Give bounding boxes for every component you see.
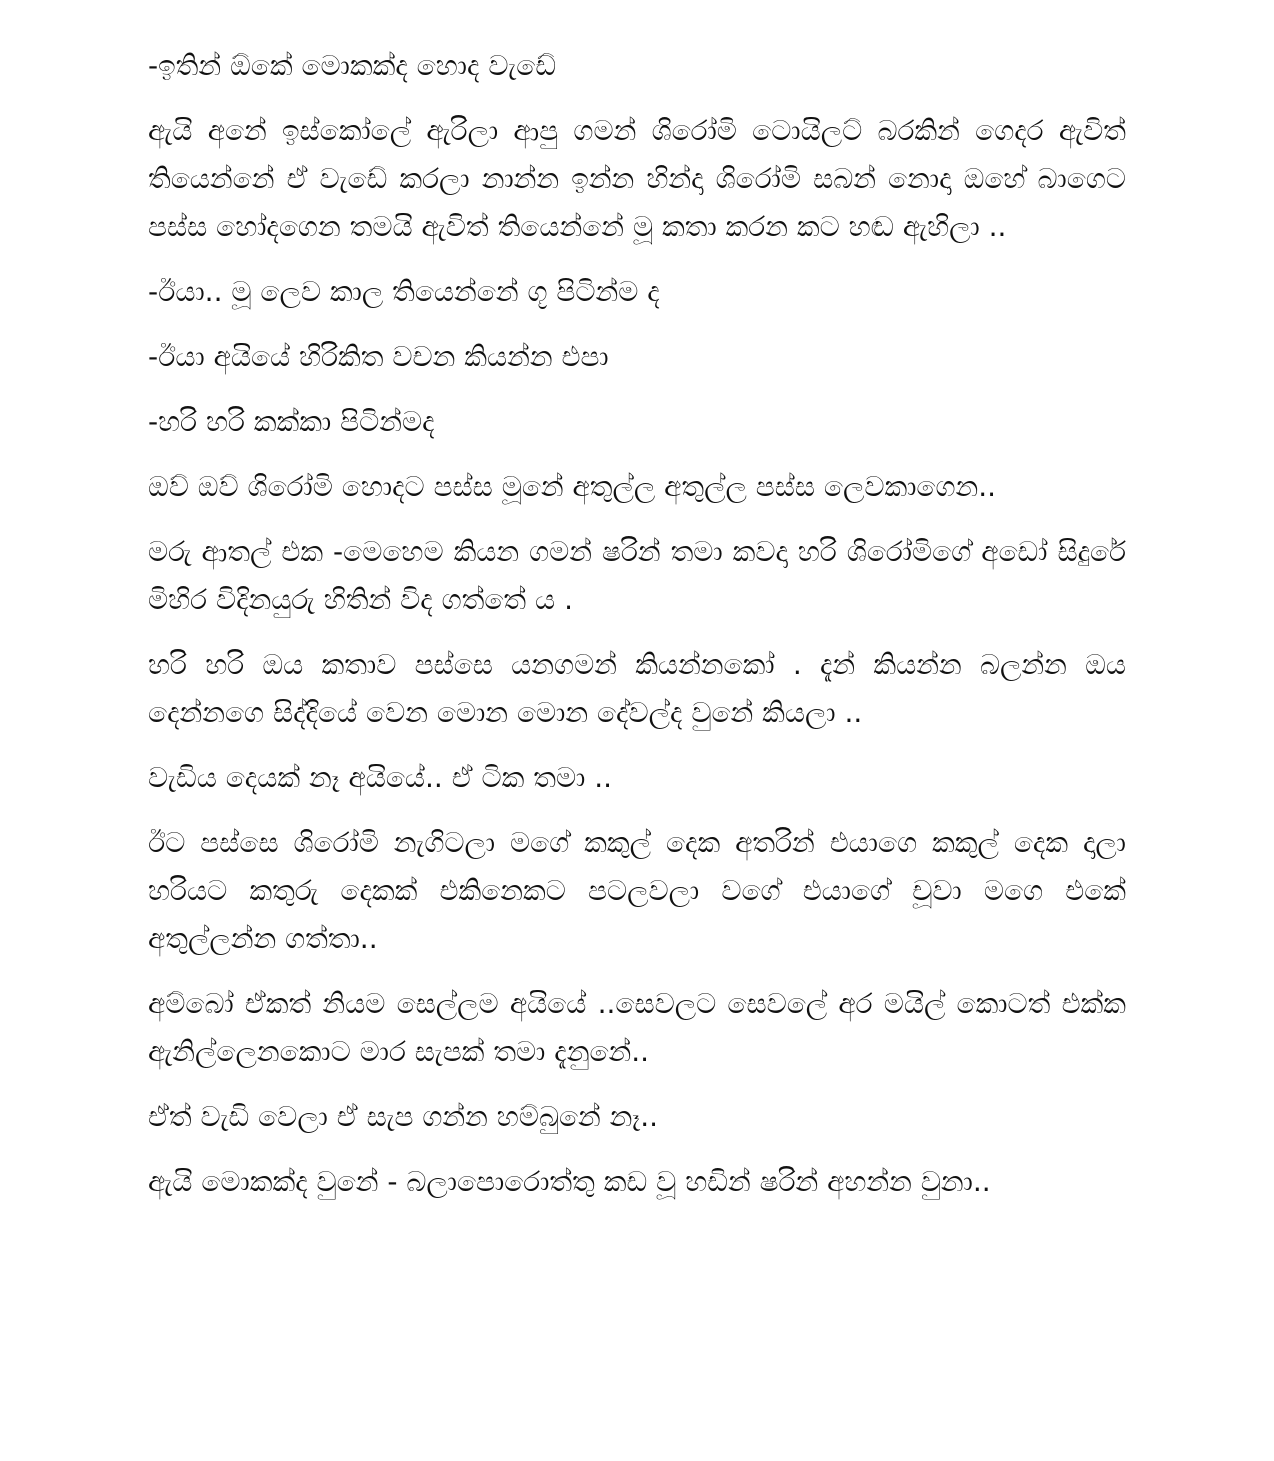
paragraph: ඊට පස්සෙ ශිරෝමි නැගිටලා මගේ කකුල් දෙක අතරින් එයාගෙ කකුල් දෙක දාලා හරියට කතුරු දෙකක් එකිනෙකට පටලවලා වගේ එයාගේ චූවා මගෙ එකේ අතුල්ලන්න ගත්තා.. [148,826,1126,955]
paragraph: -ඉතින් ඕකේ මොකක්ද හොද වැඩේ [148,49,557,82]
paragraph: වැඩිය දෙයක් නෑ අයියේ.. ඒ ටික තමා .. [148,761,613,794]
paragraph: ඇයි මොකක්ද වුනේ - බලාපොරොත්තු කඩ වූ හඩින් ෂරින් අහන්න වුනා.. [148,1165,991,1198]
paragraph: -ඊයා.. මූ ලෙව කාල තියෙන්නේ ගූ පිටින්ම ද [148,275,660,308]
paragraph: ඇයි අනේ ඉස්කෝලේ ඇරිලා ආපු ගමන් ශිරෝමි ටොයිලට් බරකින් ගෙදර ඇවිත් තියෙන්නේ ඒ වැඩේ කරලා නාන්න ඉන්න හින්දා ශිරෝමි සබන් නොදා ඔහේ බාගෙට පස්ස හෝදගෙන තමයි ඇවිත් තියෙන්නේ මූ කතා කරන කට හඬ ඇහිලා .. [148,114,1126,243]
paragraph: හරි හරි ඔය කතාව පස්සෙ යනගමන් කියන්නකෝ . දැන් කියන්න බලන්න ඔය දෙන්නගෙ සිද්දියේ වෙන මොන මොන දේවල්ද වුනේ කියලා .. [148,648,1126,729]
paragraph: -හරි හරි කක්කා පිටින්මද [148,405,435,438]
document-page [148,42,1126,1223]
paragraph: -ඊයා අයියේ හිරිකිත වචන කියන්න එපා [148,340,609,373]
paragraph: මරු ආතල් එක -මෙහෙම කියන ගමන් ෂරින් තමා කවදා හරි ශිරෝමිගේ අඩෝ සිදුරේ මිහිර විදිනයුරු හිතින් විද ගත්තේ ය . [148,535,1126,616]
paragraph: ඔව් ඔව් ශිරෝමි හොදට පස්ස මූනේ අතුල්ල අතුල්ල පස්ස ලෙවකාගෙන.. [148,470,997,503]
paragraph: ඒත් වැඩි වෙලා ඒ සැප ගන්න හම්බුනේ නෑ.. [148,1100,659,1133]
paragraph: අම්බෝ ඒකත් නියම සෙල්ලම අයියේ ..සෙවලට සෙවලේ අර මයිල් කොටත් එක්ක ඇනිල්ලෙනකොට මාර සැපක් තමා දැනුනේ.. [148,987,1126,1068]
